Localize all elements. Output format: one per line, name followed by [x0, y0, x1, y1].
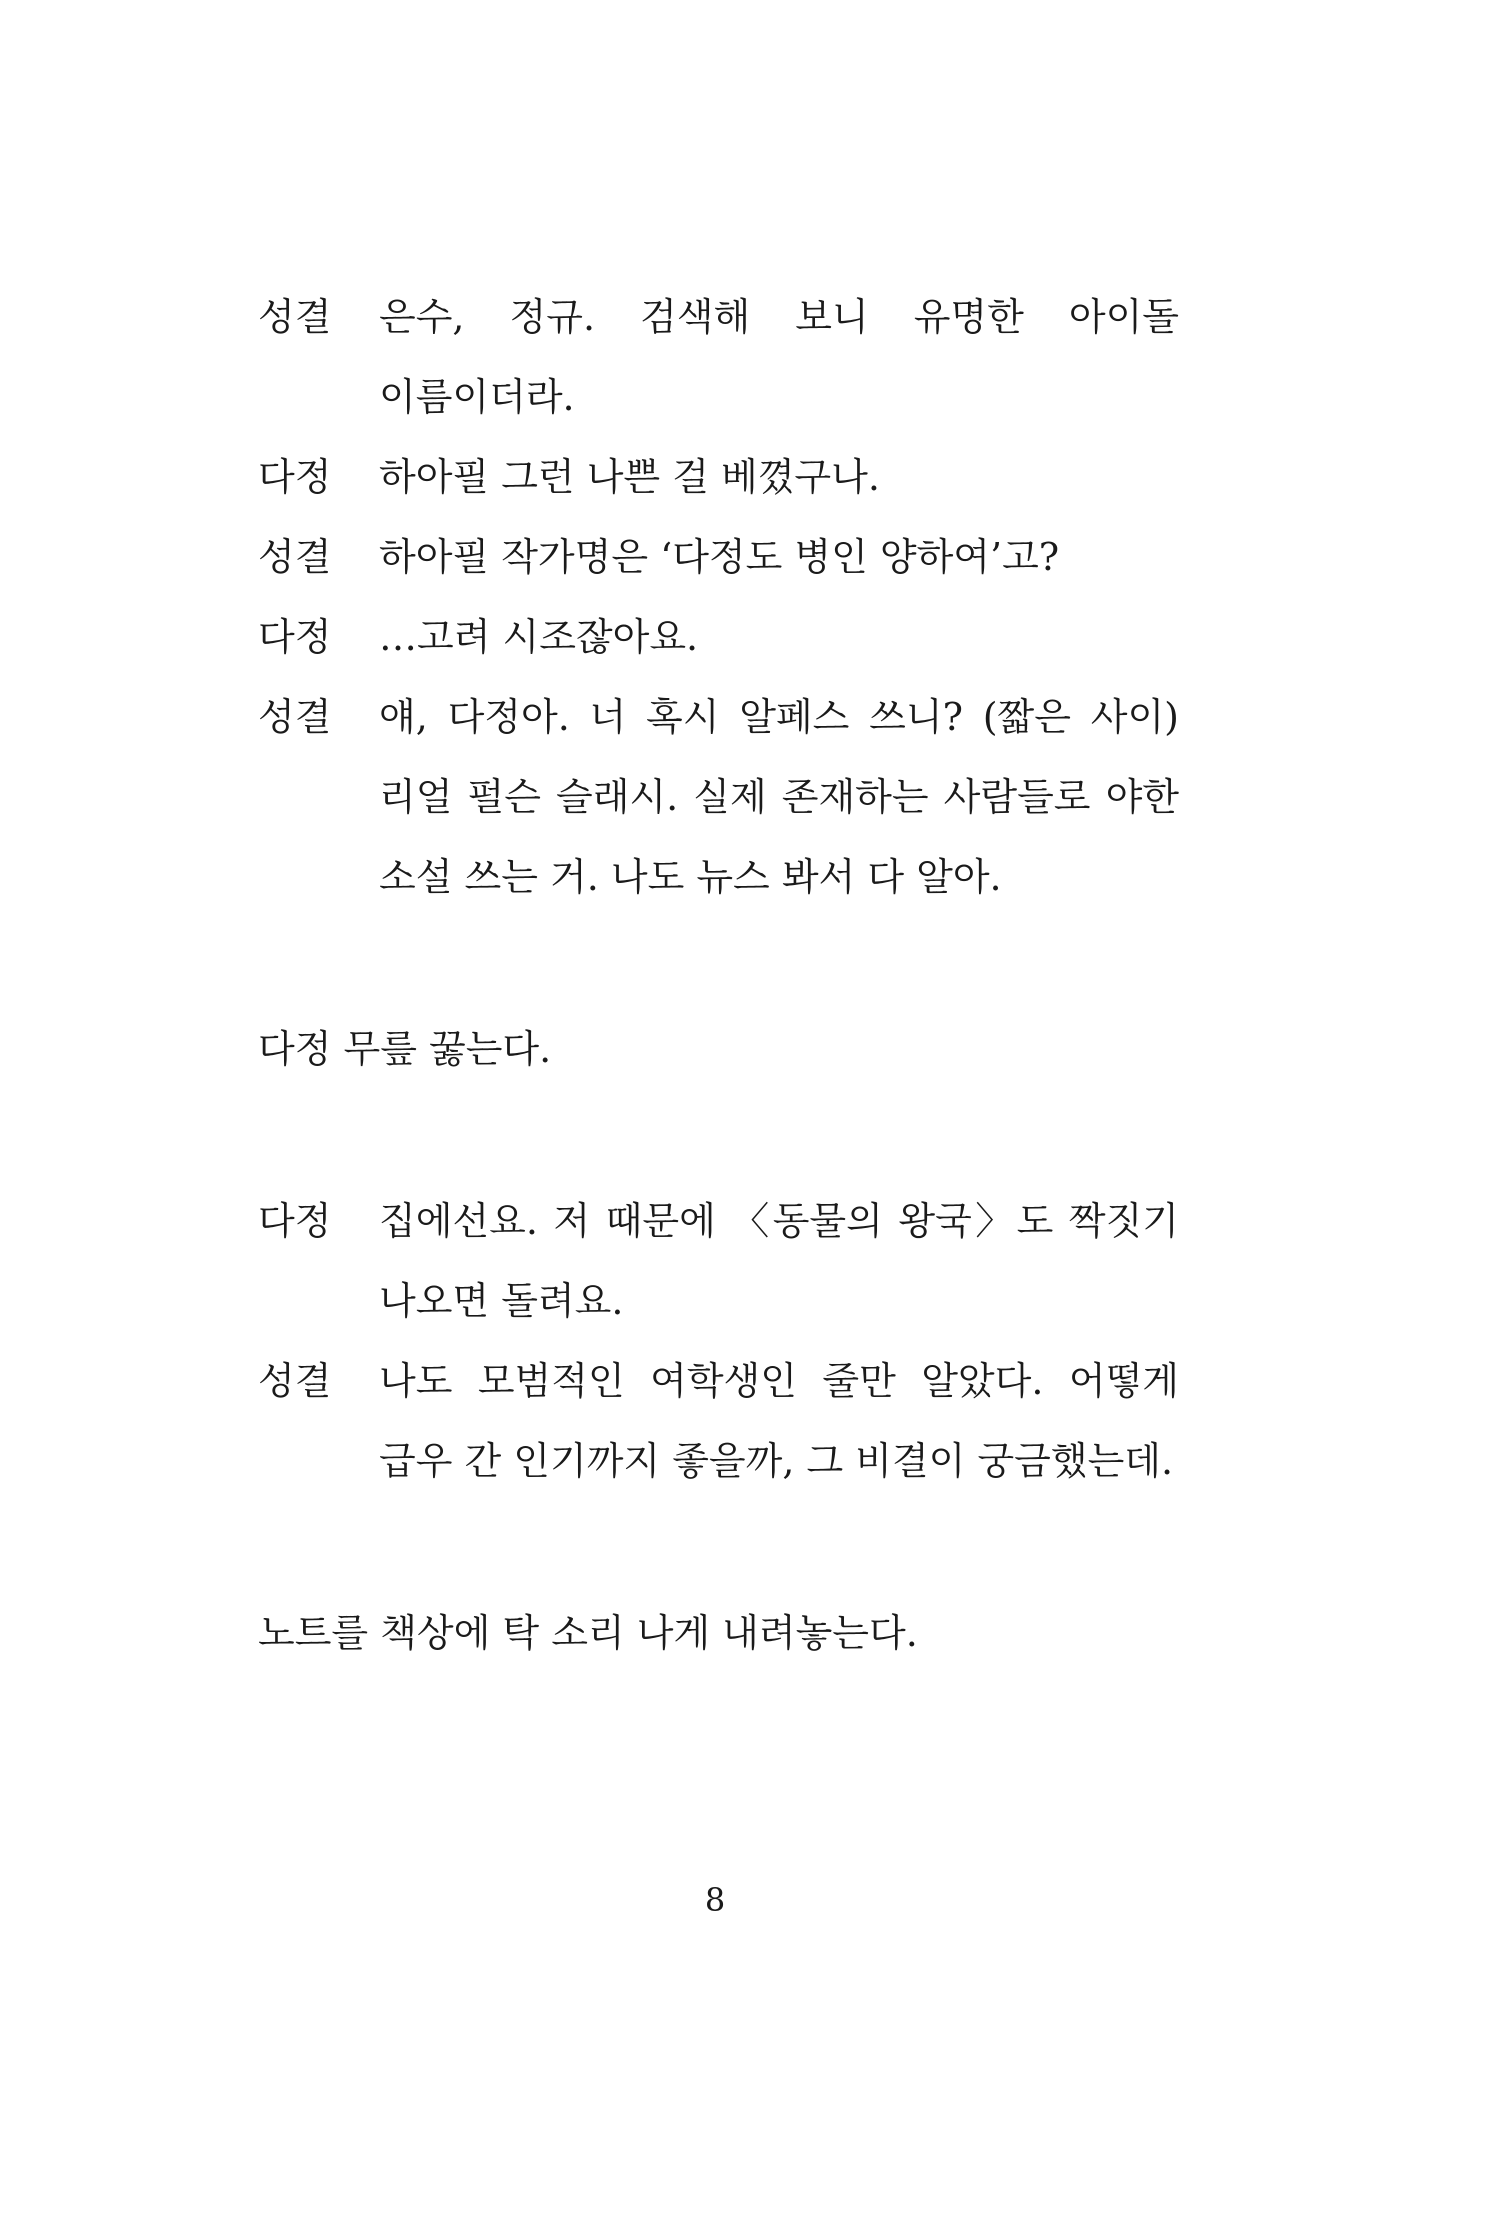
- page-number: 8: [704, 1881, 726, 1919]
- speaker-name: 성결: [258, 695, 332, 739]
- dialogue-line: [258, 277, 1258, 437]
- dialogue-text: 하아필 그런 나쁜 걸 베꼈구나.: [379, 455, 880, 499]
- dialogue-line: [258, 677, 1258, 917]
- dialogue-text: 하아필 작가명은 ‘다정도 병인 양하여’고?: [379, 535, 1060, 579]
- dialogue-text: …고려 시조잖아요.: [379, 615, 699, 659]
- speaker-name: 성결: [258, 1359, 332, 1403]
- dialogue-text: 집에선요. 저 때문에 〈동물의 왕국〉도 짝짓기 나오면 돌려요.: [379, 1199, 1179, 1323]
- dialogue-text: 나도 모범적인 여학생인 줄만 알았다. 어떻게 급우 간 인기까지 좋을까, 그 비결이 궁금했는데.: [379, 1359, 1179, 1483]
- speaker-name: 성결: [258, 535, 332, 579]
- dialogue-text: 은수, 정규. 검색해 보니 유명한 아이돌 이름이더라.: [379, 295, 1179, 419]
- script-body: [258, 277, 1258, 1673]
- speaker-name: 다정: [258, 615, 332, 659]
- dialogue-line: [258, 1341, 1258, 1501]
- dialogue-line: [258, 437, 1258, 517]
- dialogue-line: [258, 517, 1258, 597]
- dialogue-line: [258, 597, 1258, 677]
- speaker-name: 다정: [258, 1199, 332, 1243]
- speaker-name: 성결: [258, 295, 332, 339]
- stage-direction: 노트를 책상에 탁 소리 나게 내려놓는다.: [258, 1611, 918, 1655]
- speaker-name: 다정: [258, 455, 332, 499]
- section-gap: [258, 1089, 1258, 1181]
- dialogue-line: [258, 1181, 1258, 1341]
- dialogue-text: 얘, 다정아. 너 혹시 알페스 쓰니? (짧은 사이) 리얼 펄슨 슬래시. 실제 존재하는 사람들로 야한 소설 쓰는 거. 나도 뉴스 봐서 다 알아.: [379, 695, 1179, 899]
- section-gap: [258, 917, 1258, 1009]
- section-gap: [258, 1501, 1258, 1593]
- stage-direction: 다정 무릎 꿇는다.: [258, 1027, 552, 1071]
